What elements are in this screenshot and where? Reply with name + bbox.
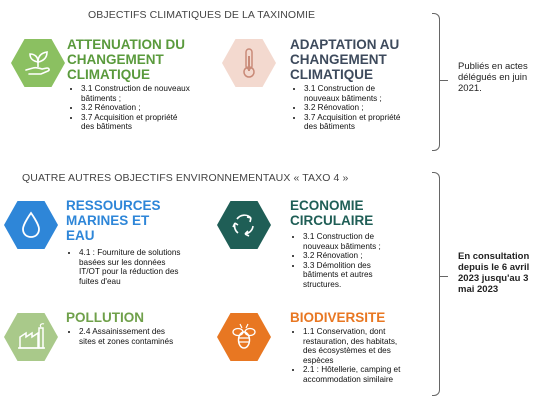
pollution-hex xyxy=(4,313,58,361)
bullet-line: des bâtiments xyxy=(81,122,132,132)
biodiversite-bullets xyxy=(291,327,433,385)
title-line: EAU xyxy=(66,228,95,243)
section-title-taxo4: QUATRE AUTRES OBJECTIFS ENVIRONNEMENTAUX « TAXO 4 » xyxy=(22,172,349,184)
bullet-item xyxy=(81,84,231,103)
attenuation-hex xyxy=(11,39,65,87)
title-line: RESSOURCES xyxy=(66,198,161,213)
bullet-line: basées sur les données xyxy=(79,257,166,267)
plant-hand-icon xyxy=(21,48,55,78)
pollution-bullets xyxy=(67,327,229,346)
attenuation-bullets xyxy=(69,84,231,132)
bullet-item xyxy=(81,113,231,132)
bullet-line: des bâtiments xyxy=(304,122,355,132)
title-line: ADAPTATION AU xyxy=(290,37,400,52)
adaptation-bullets xyxy=(292,84,444,132)
bullet-line: 1.1 Conservation, dont xyxy=(303,327,386,336)
thermometer-icon xyxy=(236,46,262,80)
bullet-item xyxy=(304,103,444,113)
title-line: POLLUTION xyxy=(66,310,144,325)
bullet-line: 3.7 Acquisition et propriété xyxy=(81,112,178,122)
bullet-line: 2.1 : Hôtellerie, camping et xyxy=(303,365,401,375)
bullet-item xyxy=(304,113,444,132)
bullet-line: espèces xyxy=(303,355,334,365)
economie-hex xyxy=(217,201,271,249)
biodiversite-title xyxy=(290,310,385,325)
title-line: ECONOMIE xyxy=(290,198,364,213)
title-line: CIRCULAIRE xyxy=(290,213,374,228)
bracket-taxo4 xyxy=(432,172,440,396)
bullet-line: structures. xyxy=(303,279,342,289)
bullet-item xyxy=(303,365,433,384)
bullet-line: des écosystèmes et des xyxy=(303,346,391,356)
water-drop-icon xyxy=(19,210,43,240)
title-line: CHANGEMENT xyxy=(290,52,387,67)
bullet-line: bâtiments ; xyxy=(81,93,122,103)
ressources-hex xyxy=(4,201,58,249)
attenuation-title xyxy=(67,37,185,82)
recycle-arrows-icon xyxy=(228,209,260,241)
taxo4-note: En consultation depuis le 6 avril 2023 jusqu'au 3 mai 2023 xyxy=(458,251,530,295)
bullet-line: sites et zones contaminés xyxy=(79,336,174,346)
bullet-line: IT/OT pour la réduction des xyxy=(79,267,179,277)
bullet-item xyxy=(304,84,444,103)
bullet-line: 2.4 Assainissement des xyxy=(79,327,166,336)
climate-note: Publiés en actes délégués en juin 2021. xyxy=(458,61,528,94)
bullet-line: 3.1 Construction de nouveaux xyxy=(81,84,190,93)
ressources-bullets xyxy=(67,248,229,286)
bullet-item xyxy=(303,232,433,251)
ressources-title xyxy=(66,198,161,243)
bullet-item xyxy=(79,248,229,286)
economie-bullets xyxy=(291,232,433,290)
title-line: MARINES ET xyxy=(66,213,150,228)
bracket-climate xyxy=(432,13,440,151)
bullet-line: 3.7 Acquisition et propriété xyxy=(304,112,401,122)
bullet-line: accommodation similaire xyxy=(303,374,394,384)
section-title-climate: OBJECTIFS CLIMATIQUES DE LA TAXINOMIE xyxy=(88,9,316,21)
adaptation-title xyxy=(290,37,399,82)
title-line: ATTENUATION DU xyxy=(67,37,185,52)
bullet-line: 3.1 Construction de xyxy=(303,232,375,241)
bullet-line: 3.2 Rénovation ; xyxy=(303,251,363,261)
biodiversite-hex xyxy=(217,313,271,361)
title-line: CLIMATIQUE xyxy=(290,67,373,82)
bracket-taxo4-tip xyxy=(440,276,448,277)
bullet-line: fuites d'eau xyxy=(79,276,121,286)
factory-icon xyxy=(15,322,47,352)
bullet-line: 3.2 Rénovation ; xyxy=(304,103,364,113)
bullet-line: bâtiments et autres xyxy=(303,270,373,280)
bullet-line: nouveaux bâtiments ; xyxy=(304,93,382,103)
bullet-item xyxy=(303,251,433,261)
bullet-line: nouveaux bâtiments ; xyxy=(303,241,381,251)
economie-title xyxy=(290,198,373,228)
bullet-line: 4.1 : Fourniture de solutions xyxy=(79,248,181,257)
bullet-line: 3.2 Rénovation ; xyxy=(81,103,141,113)
pollution-title xyxy=(66,310,144,325)
bullet-line: restauration, des habitats, xyxy=(303,336,398,346)
title-line: CLIMATIQUE xyxy=(67,67,150,82)
bullet-line: 3.3 Démolition des xyxy=(303,260,371,270)
bullet-item xyxy=(303,261,433,290)
bullet-item xyxy=(79,327,229,346)
bullet-item xyxy=(303,327,433,365)
bee-icon xyxy=(228,321,260,353)
bullet-item xyxy=(81,103,231,113)
title-line: CHANGEMENT xyxy=(67,52,164,67)
bracket-climate-tip xyxy=(440,80,448,81)
title-line: BIODIVERSITE xyxy=(290,310,386,325)
adaptation-hex xyxy=(222,39,276,87)
bullet-line: 3.1 Construction de xyxy=(304,84,376,93)
